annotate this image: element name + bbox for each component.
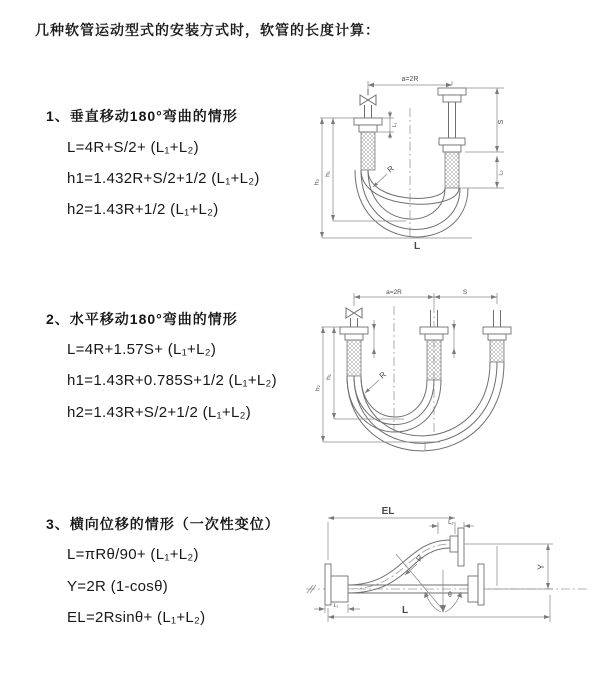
section-2-formula-h2: h2=1.43R+S/2+1/2 (L₁+L₂) (67, 404, 252, 421)
braided-hose-section (347, 340, 361, 376)
dim-label-el: EL (381, 506, 395, 517)
section-3-formula-el: EL=2Rsinθ+ (L₁+L₂) (67, 609, 206, 626)
dim-el (328, 506, 455, 560)
radius-callout (365, 370, 388, 393)
right-flange (468, 564, 484, 605)
left-flange (325, 564, 348, 605)
center-pipe-fitting (420, 310, 448, 380)
section-1-heading: 1、垂直移动180°弯曲的情形 (46, 108, 238, 124)
braided-hose-section (445, 152, 459, 188)
dim-label-r: R (377, 369, 388, 381)
dim-a2r-s (354, 289, 497, 306)
diagram-vertical-180-bend (310, 66, 525, 261)
dim-label-l: L (401, 605, 409, 616)
dim-l1 (314, 603, 360, 613)
section-1-formula-h2: h2=1.43R+1/2 (L₁+L₂) (67, 201, 219, 218)
dim-h2 (315, 327, 441, 442)
dim-label-y: Y (536, 563, 546, 571)
dim-label-r: R (385, 163, 396, 175)
dim-label-h2: h₂ (313, 178, 321, 186)
braided-hose-section (427, 340, 441, 380)
diagram-lateral-displacement (298, 500, 600, 655)
hose-curves (347, 362, 504, 451)
dim-label-h1: h₁ (325, 374, 333, 380)
section-3-formula-y: Y=2R (1-cosθ) (67, 578, 169, 595)
dim-label-l2: L₂ (448, 520, 454, 526)
section-2-heading: 2、水平移动180°弯曲的情形 (46, 311, 238, 327)
dim-l2 (459, 156, 505, 188)
valve-icon (360, 89, 376, 105)
dim-l2 (429, 520, 474, 534)
dim-label-r: R (414, 553, 425, 564)
section-2-formula-l: L=4R+1.57S+ (L₁+L₂) (67, 341, 217, 358)
dim-s (465, 88, 505, 152)
section-3-heading: 3、横向位移的情形（一次性变位） (46, 516, 280, 532)
right-pipe-fitting (438, 88, 466, 188)
dim-l (328, 595, 550, 622)
section-1-formula-h1: h1=1.432R+S/2+1/2 (L₁+L₂) (67, 170, 260, 187)
dim-label-a2r: a=2R (401, 76, 419, 83)
section-3-formula-l: L=πRθ/90+ (L₁+L₂) (67, 546, 199, 563)
right-pipe-fitting (483, 310, 511, 362)
section-2-formula-h1: h1=1.43R+0.785S+1/2 (L₁+L₂) (67, 372, 277, 389)
dim-label-l1: L₁ (392, 122, 398, 128)
dim-label-h1: h₁ (324, 171, 332, 177)
page-title: 几种软管运动型式的安装方式时，软管的长度计算： (35, 22, 380, 38)
braided-hose-section (490, 340, 504, 362)
dim-label-s: S (462, 289, 468, 296)
dim-h1 (321, 327, 404, 419)
braided-hose-section (361, 132, 375, 170)
dim-label-h2: h₂ (314, 384, 322, 392)
upper-flange (450, 528, 464, 566)
dim-label-a2r: a=2R (386, 289, 402, 296)
valve-icon (346, 308, 362, 318)
left-pipe-fitting (340, 318, 368, 376)
radius-callout (373, 164, 396, 187)
dim-label-s: S (498, 119, 505, 125)
dim-label-l1: L₁ (333, 603, 339, 609)
left-pipe-fitting (354, 105, 382, 170)
diagram-horizontal-180-bend (312, 282, 530, 457)
dim-label-l2: L₂ (498, 170, 505, 176)
section-1-formula-l: L=4R+S/2+ (L₁+L₂) (67, 139, 199, 156)
dim-label-l-total: L (414, 241, 421, 252)
dim-label-theta: θ (448, 592, 452, 599)
